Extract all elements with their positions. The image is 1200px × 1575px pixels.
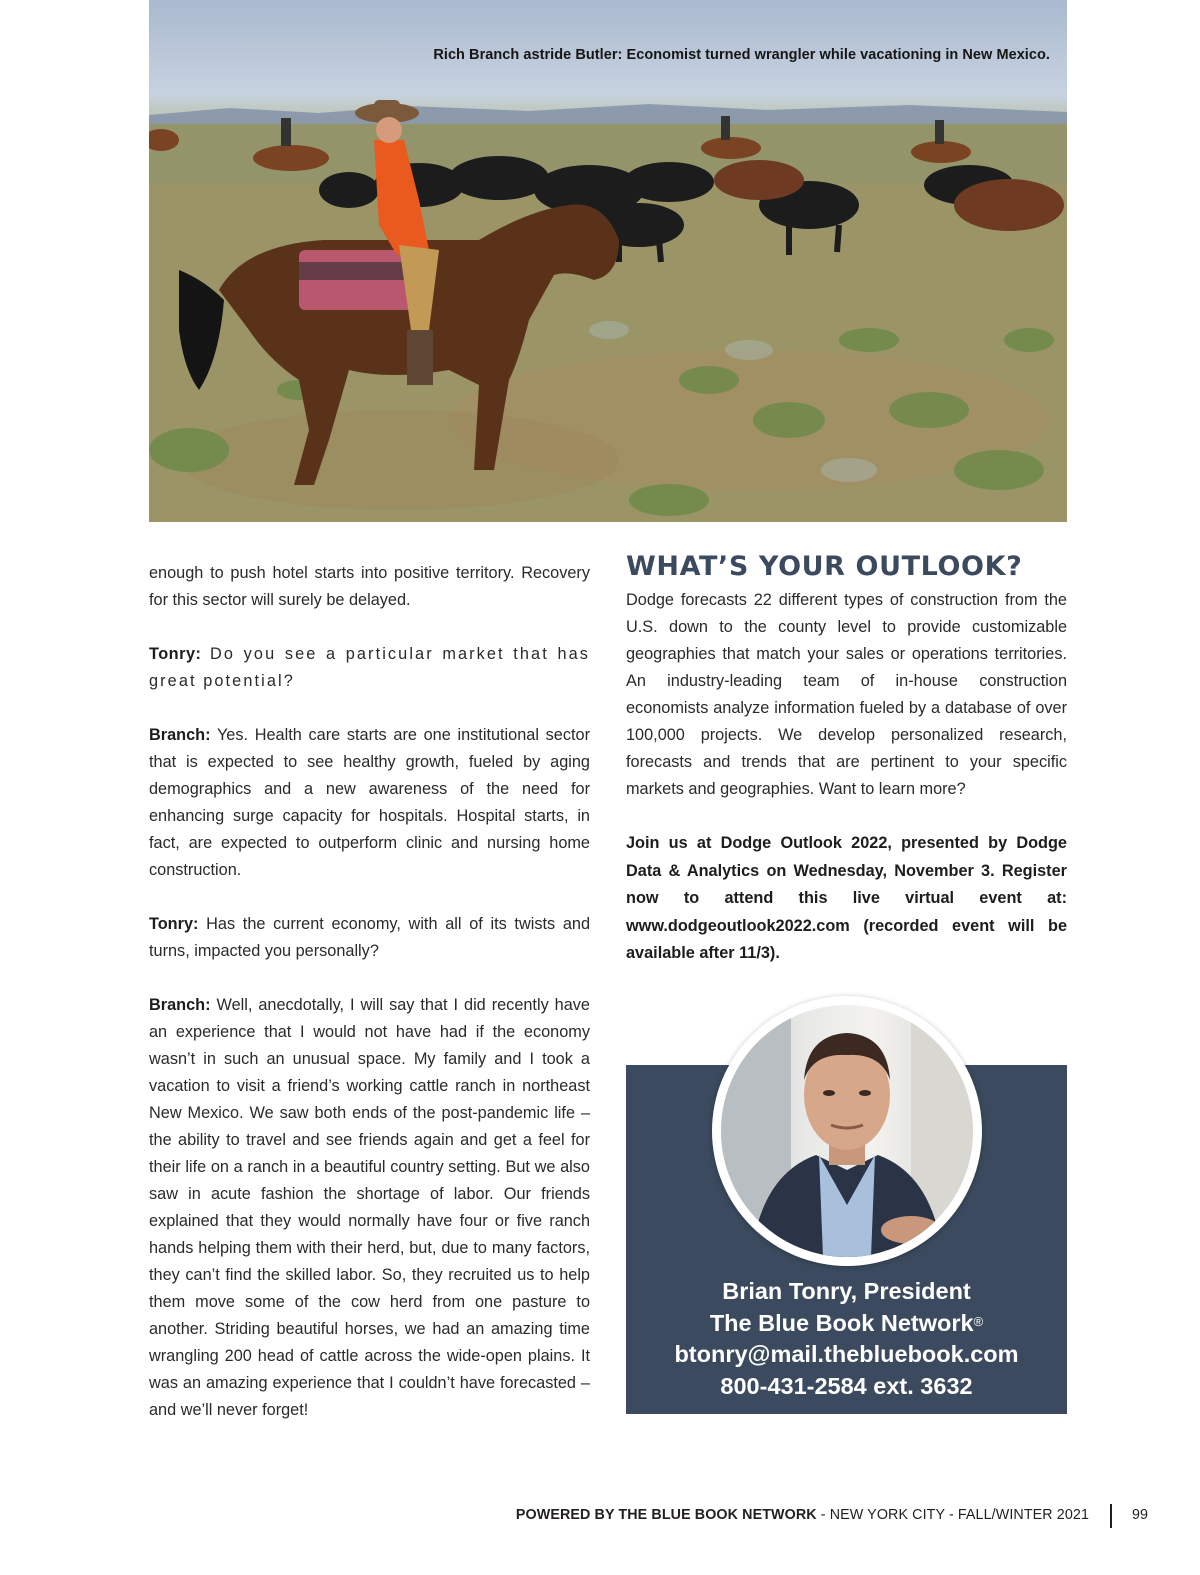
registered-mark: ® xyxy=(973,1313,984,1329)
interview-column xyxy=(149,560,590,1451)
interview-paragraph xyxy=(149,722,590,884)
contact-phone[interactable]: 800-431-2584 ext. 3632 xyxy=(720,1372,973,1399)
portrait-photo xyxy=(721,1005,973,1257)
contact-details xyxy=(626,1276,1067,1402)
paragraph-text: Yes. Health care starts are one institutional sector that is expected to see healthy growth, fueled by aging demographics and a new awareness of the need for enhancing surge capacity for hospitals. Hospital starts, in fact, are expected to outperform clinic and nursing home construction. xyxy=(149,726,590,879)
footer-brand: POWERED BY THE BLUE BOOK NETWORK xyxy=(515,1507,817,1523)
ranch-scene-illustration xyxy=(149,0,1067,522)
outlook-call-to-action: Join us at Dodge Outlook 2022, presented by Dodge Data & Analytics on Wednesday, November 3. Register now to attend this live virtual event at: www.dodgeoutlook2022.com (recorded event will be available after 11/3). xyxy=(626,834,1067,962)
footer-edition: - NEW YORK CITY - FALL/WINTER 2021 xyxy=(816,1507,1089,1523)
outlook-heading: WHAT’S YOUR OUTLOOK? xyxy=(626,551,1023,582)
footer-divider xyxy=(1110,1504,1112,1528)
contact-company: The Blue Book Network xyxy=(709,1309,974,1336)
paragraph-text: enough to push hotel starts into positive territory. Recovery for this sector will surely be delayed. xyxy=(149,564,590,609)
paragraph-text: Has the current economy, with all of its twists and turns, impacted you personally? xyxy=(149,915,590,960)
page-number: 99 xyxy=(1132,1507,1148,1523)
contact-name-title: Brian Tonry, President xyxy=(722,1278,971,1304)
paragraph-text: Well, anecdotally, I will say that I did recently have an experience that I would not have had if the economy wasn’t in such an unusual space. My family and I took a vacation to visit a friend’s working cattle ranch in northeast New Mexico. We saw both ends of the post-pandemic life – the ability to travel and see friends again and get a feel for their life on a ranch in a beautiful country setting. But we also saw in acute fashion the shortage of labor. Our friends explained that they would normally have four or five ranch hands helping them with their herd, but, due to many factors, they can’t find the skilled labor. So, they recruited us to help them move some of the cow herd from one pasture to another. Striding beautiful horses, we had an amazing time wrangling 200 head of cattle across the wide-open plains. It was an amazing experience that I couldn’t have forecasted – and we’ll never forget! xyxy=(149,996,590,1419)
page-footer xyxy=(516,1507,1089,1523)
contact-email[interactable]: btonry@mail.thebluebook.com xyxy=(674,1341,1019,1367)
outlook-column xyxy=(626,550,1067,968)
contact-company-line xyxy=(626,1308,1067,1340)
speaker-label: Branch: xyxy=(149,726,211,744)
portrait-frame xyxy=(712,996,982,1266)
photo-caption: Rich Branch astride Butler: Economist turned wrangler while vacationing in New Mexico. xyxy=(433,47,1050,63)
interview-paragraph xyxy=(149,911,590,965)
interview-paragraph xyxy=(149,560,590,614)
interview-paragraph xyxy=(149,992,590,1424)
portrait-illustration xyxy=(721,1005,973,1257)
speaker-label: Tonry: xyxy=(149,915,199,933)
speaker-label: Tonry: xyxy=(149,645,202,663)
ranch-photo xyxy=(149,0,1067,522)
paragraph-text: Do you see a particular market that has great potential? xyxy=(149,645,590,690)
speaker-label: Branch: xyxy=(149,996,211,1014)
interview-paragraph xyxy=(149,641,590,695)
outlook-body: Dodge forecasts 22 different types of construction from the U.S. down to the county level to provide customizable geographies that match your sales or operations territories. An industry-leading team of in-house construction economists analyze information fueled by a database of over 100,000 projects. We develop personalized research, forecasts and trends that are pertinent to your specific markets and geographies. Want to learn more? xyxy=(626,591,1067,798)
